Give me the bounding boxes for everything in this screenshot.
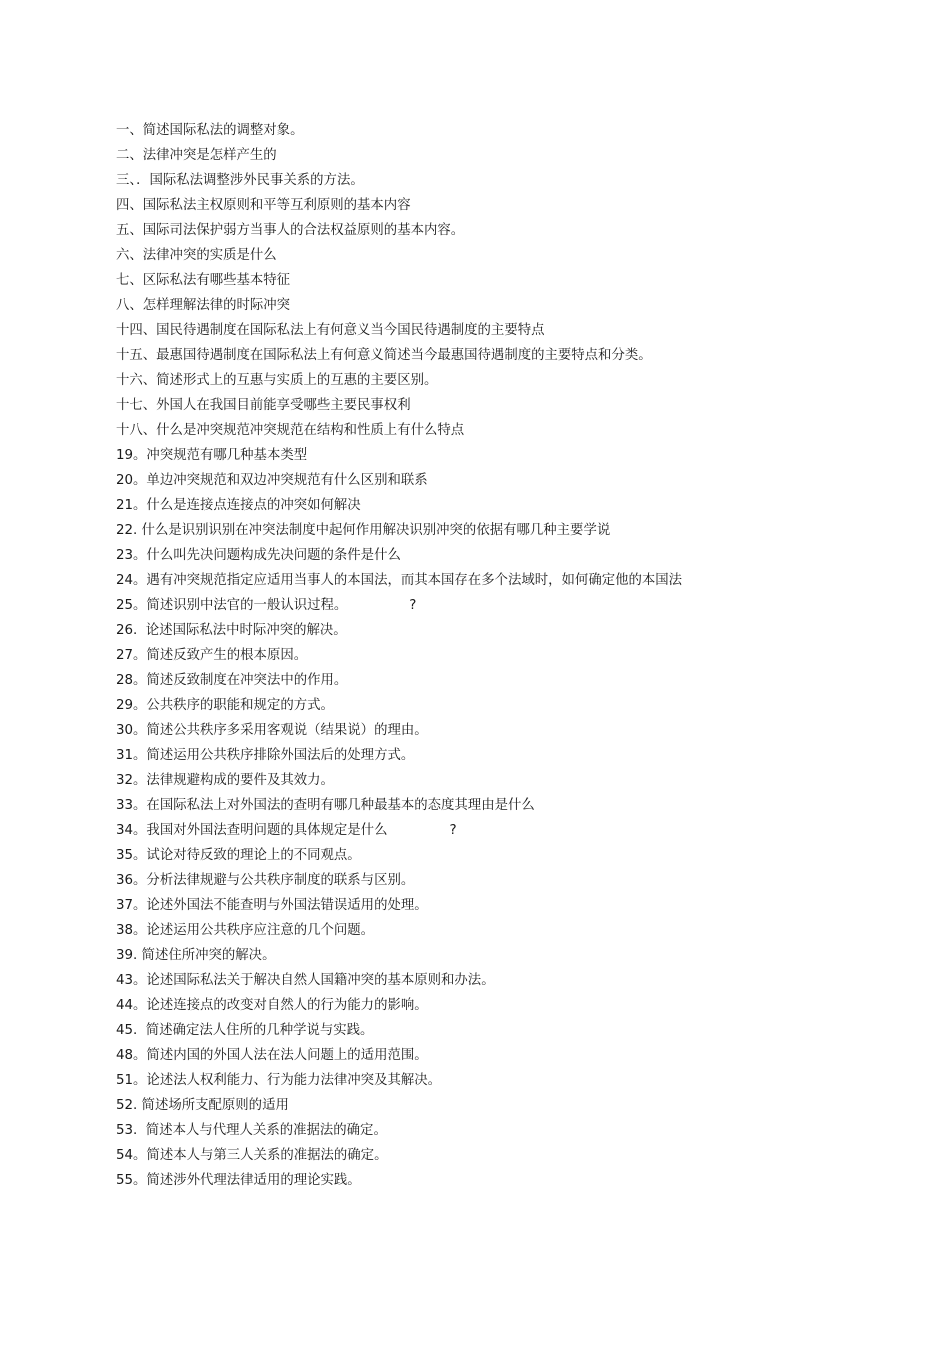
question-item: 五、国际司法保护弱方当事人的合法权益原则的基本内容。 bbox=[116, 223, 465, 238]
question-item: 53. 简述本人与代理人关系的准据法的确定。 bbox=[116, 1123, 387, 1138]
question-item: 21。什么是连接点连接点的冲突如何解决 bbox=[116, 498, 361, 513]
question-item: 48。简述内国的外国人法在法人问题上的适用范围。 bbox=[116, 1048, 428, 1063]
question-item: 27。简述反致产生的根本原因。 bbox=[116, 648, 308, 663]
question-item: 28。简述反致制度在冲突法中的作用。 bbox=[116, 673, 348, 688]
question-item: 36。分析法律规避与公共秩序制度的联系与区别。 bbox=[116, 873, 415, 888]
question-item: 十四、国民待遇制度在国际私法上有何意义当今国民待遇制度的主要特点 bbox=[116, 323, 545, 338]
question-item: 38。论述运用公共秩序应注意的几个问题。 bbox=[116, 923, 375, 938]
question-text: 25。简述识别中法官的一般认识过程。 bbox=[116, 598, 348, 613]
question-item: 26. 论述国际私法中时际冲突的解决。 bbox=[116, 623, 347, 638]
question-item: 19。冲突规范有哪几种基本类型 bbox=[116, 448, 308, 463]
question-item: 30。简述公共秩序多采用客观说（结果说）的理由。 bbox=[116, 723, 428, 738]
question-item: 一、简述国际私法的调整对象。 bbox=[116, 123, 304, 138]
question-text: 34。我国对外国法查明问题的具体规定是什么 bbox=[116, 823, 388, 838]
question-item: 31。简述运用公共秩序排除外国法后的处理方式。 bbox=[116, 748, 415, 763]
question-item: 29。公共秩序的职能和规定的方式。 bbox=[116, 698, 334, 713]
question-item: 三、．国际私法调整涉外民事关系的方法。 bbox=[116, 173, 364, 188]
question-item: 二、法律冲突是怎样产生的 bbox=[116, 148, 277, 163]
question-item: 22. 什么是识别识别在冲突法制度中起何作用解决识别冲突的依据有哪几种主要学说 bbox=[116, 523, 611, 538]
question-item: 33。在国际私法上对外国法的查明有哪几种最基本的态度其理由是什么 bbox=[116, 798, 535, 813]
question-item: 十七、外国人在我国目前能享受哪些主要民事权利 bbox=[116, 398, 411, 413]
question-item bbox=[116, 593, 736, 618]
question-mark: ? bbox=[409, 598, 417, 613]
question-item bbox=[116, 818, 736, 843]
question-item: 23。什么叫先决问题构成先决问题的条件是什么 bbox=[116, 548, 401, 563]
question-item: 32。法律规避构成的要件及其效力。 bbox=[116, 773, 334, 788]
question-item: 52. 简述场所支配原则的适用 bbox=[116, 1098, 289, 1113]
question-item: 44。论述连接点的改变对自然人的行为能力的影响。 bbox=[116, 998, 428, 1013]
question-list bbox=[116, 118, 736, 1193]
question-item: 十五、最惠国待遇制度在国际私法上有何意义简述当今最惠国待遇制度的主要特点和分类。 bbox=[116, 348, 652, 363]
question-item: 51。论述法人权利能力、行为能力法律冲突及其解决。 bbox=[116, 1073, 442, 1088]
question-item: 45. 简述确定法人住所的几种学说与实践。 bbox=[116, 1023, 374, 1038]
question-item: 七、区际私法有哪些基本特征 bbox=[116, 273, 291, 288]
question-item: 37。论述外国法不能查明与外国法错误适用的处理。 bbox=[116, 898, 428, 913]
question-item: 43。论述国际私法关于解决自然人国籍冲突的基本原则和办法。 bbox=[116, 973, 495, 988]
question-item: 54。简述本人与第三人关系的准据法的确定。 bbox=[116, 1148, 388, 1163]
question-item: 十八、什么是冲突规范冲突规范在结构和性质上有什么特点 bbox=[116, 423, 465, 438]
question-item: 20。单边冲突规范和双边冲突规范有什么区别和联系 bbox=[116, 473, 428, 488]
question-item: 55。简述涉外代理法律适用的理论实践。 bbox=[116, 1173, 361, 1188]
question-item: 十六、简述形式上的互惠与实质上的互惠的主要区别。 bbox=[116, 373, 438, 388]
question-mark: ? bbox=[449, 823, 457, 838]
question-item: 35。试论对待反致的理论上的不同观点。 bbox=[116, 848, 361, 863]
question-item: 八、怎样理解法律的时际冲突 bbox=[116, 298, 291, 313]
question-item: 六、法律冲突的实质是什么 bbox=[116, 248, 277, 263]
question-item: 39. 简述住所冲突的解决。 bbox=[116, 948, 276, 963]
question-item: 24。遇有冲突规范指定应适用当事人的本国法，而其本国存在多个法域时，如何确定他的本国法 bbox=[116, 573, 683, 588]
question-item: 四、国际私法主权原则和平等互利原则的基本内容 bbox=[116, 198, 411, 213]
